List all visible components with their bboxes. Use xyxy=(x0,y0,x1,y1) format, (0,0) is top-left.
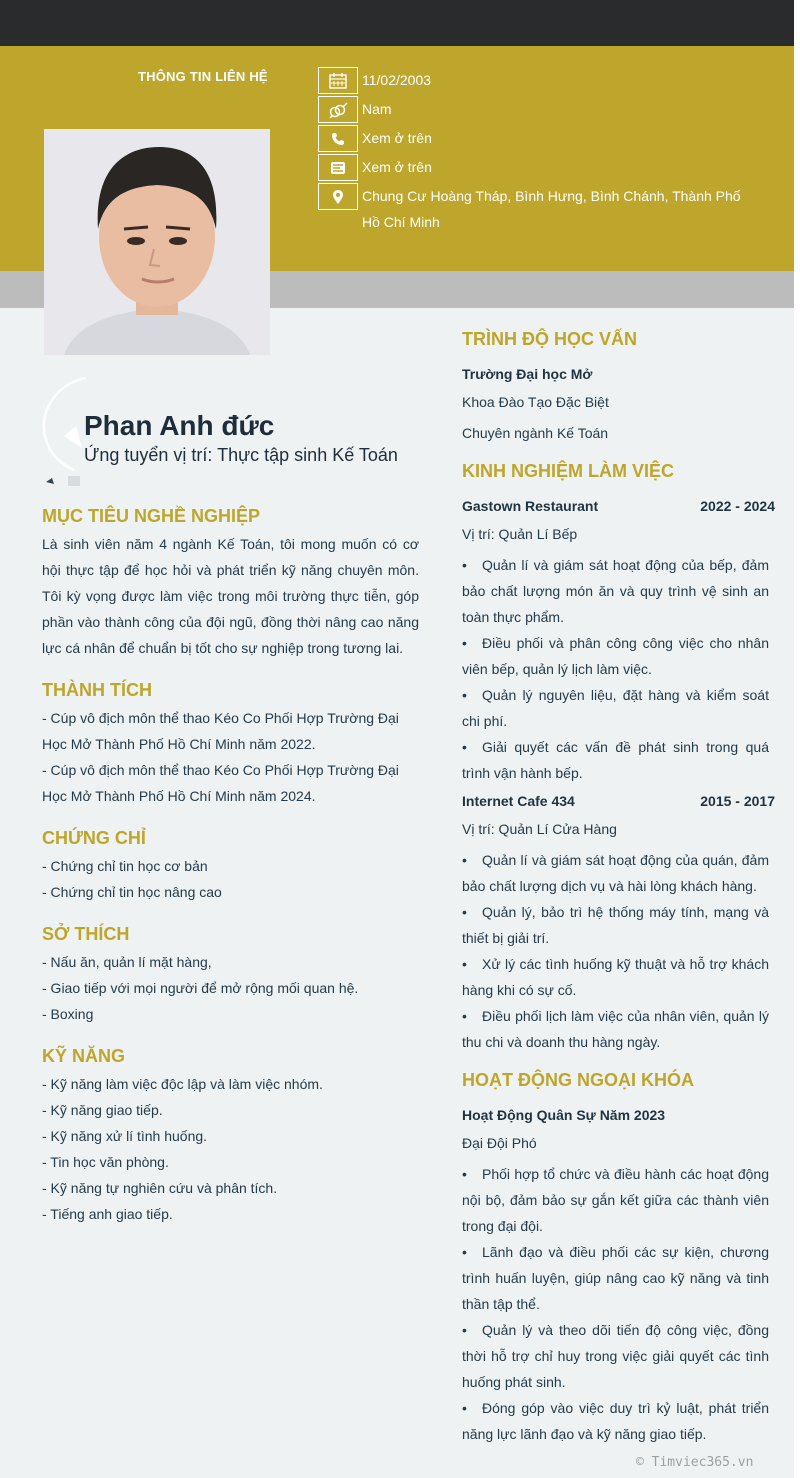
candidate-name: Phan Anh đức xyxy=(84,410,275,441)
list-item: • Quản lí và giám sát hoạt động của quán, đảm bảo chất lượng dịch vụ và hài lòng khách hàng. xyxy=(462,847,769,899)
skill-item: - Kỹ năng giao tiếp. xyxy=(42,1102,163,1118)
skill-item: - Kỹ năng xử lí tình huống. xyxy=(42,1128,208,1144)
applied-position: Ứng tuyển vị trí: Thực tập sinh Kế Toán xyxy=(84,445,398,465)
top-bar xyxy=(0,0,794,46)
job-role: Vị trí: Quản Lí Cửa Hàng xyxy=(462,821,617,837)
school-name: Trường Đại học Mở xyxy=(462,366,593,382)
job-role: Vị trí: Quản Lí Bếp xyxy=(462,526,578,542)
list-item: • Đóng góp vào việc duy trì kỷ luật, phát triển năng lực lãnh đạo và kỹ năng giao tiếp. xyxy=(462,1395,769,1447)
contact-gender xyxy=(318,96,752,123)
skill-item: - Kỹ năng làm việc độc lập và làm việc nhóm. xyxy=(42,1076,323,1092)
list-item: • Phối hợp tổ chức và điều hành các hoạt động nội bộ, đảm bảo sự gắn kết giữa các thành viên trong đại đội. xyxy=(462,1161,769,1239)
email-icon xyxy=(318,154,358,181)
page-edge xyxy=(794,0,800,1478)
activities-title: HOẠT ĐỘNG NGOẠI KHÓA xyxy=(462,1070,694,1090)
list-item: • Quản lý và theo dõi tiến độ công việc, đồng thời hỗ trợ chỉ huy trong việc giải quyết các tình huống phát sinh. xyxy=(462,1317,769,1395)
list-item: • Giải quyết các vấn đề phát sinh trong quá trình vận hành bếp. xyxy=(462,734,769,786)
skills-title: KỸ NĂNG xyxy=(42,1046,126,1066)
job-company: Gastown Restaurant xyxy=(462,498,599,514)
certificate-item: - Chứng chỉ tin học nâng cao xyxy=(42,884,222,900)
gender-icon xyxy=(318,96,358,123)
hobby-item: - Nấu ăn, quản lí mặt hàng, xyxy=(42,954,212,970)
location-icon xyxy=(318,183,358,210)
contact-birthday xyxy=(318,67,752,94)
major-name: Chuyên ngành Kế Toán xyxy=(462,425,609,441)
job-years: 2015 - 2017 xyxy=(700,793,775,809)
list-item: • Lãnh đạo và điều phối các sự kiện, chương trình huấn luyện, giúp nâng cao kỹ năng và tinh thần tập thể. xyxy=(462,1239,769,1317)
faculty-name: Khoa Đào Tạo Đặc Biệt xyxy=(462,394,609,410)
hobby-item: - Giao tiếp với mọi người để mở rộng mối quan hệ. xyxy=(42,980,359,996)
list-item: • Quản lí và giám sát hoạt động của bếp, đảm bảo chất lượng món ăn và quy trình vệ sinh an toàn thực phẩm. xyxy=(462,552,769,630)
address-text: Chung Cư Hoàng Tháp, Bình Hưng, Bình Chánh, Thành Phố Hồ Chí Minh xyxy=(362,188,741,230)
contact-title: THÔNG TIN LIÊN HỆ xyxy=(138,69,268,84)
list-item: • Xử lý các tình huống kỹ thuật và hỗ trợ khách hàng khi có sự cố. xyxy=(462,951,769,1003)
phone-icon xyxy=(318,125,358,152)
achievements-title: THÀNH TÍCH xyxy=(42,680,152,700)
objective-text: Là sinh viên năm 4 ngành Kế Toán, tôi mong muốn có cơ hội thực tập để học hỏi và phát triển kỹ năng chuyên môn. Tôi kỳ vọng được làm việc trong môi trường thực tiễn, góp phần vào thành công của đội ngũ, đồng thời nâng cao năng lực cá nhân để chuẩn bị tốt cho sự nghiệp trong tương lai. xyxy=(42,536,419,656)
watermark: © Timviec365.vn xyxy=(636,1455,754,1470)
list-item: • Điều phối lịch làm việc của nhân viên, quản lý thu chi và doanh thu hàng ngày. xyxy=(462,1003,769,1055)
skill-item: - Tin học văn phòng. xyxy=(42,1154,169,1170)
gender-text: Nam xyxy=(362,101,392,117)
contact-email xyxy=(318,154,752,181)
certificates-title: CHỨNG CHỈ xyxy=(42,828,146,848)
skill-item: - Tiếng anh giao tiếp. xyxy=(42,1206,173,1222)
experience-title: KINH NGHIỆM LÀM VIỆC xyxy=(462,461,675,481)
certificate-item: - Chứng chỉ tin học cơ bản xyxy=(42,858,208,874)
activity-duties xyxy=(462,1161,769,1447)
activity-role: Đại Đội Phó xyxy=(462,1135,537,1151)
hobby-item: - Boxing xyxy=(42,1006,94,1022)
email-text: Xem ở trên xyxy=(362,159,432,175)
achievement-item: - Cúp vô địch môn thể thao Kéo Co Phối Hợp Trường Đại Học Mở Thành Phố Hồ Chí Minh năm 2024. xyxy=(42,762,399,804)
education-title: TRÌNH ĐỘ HỌC VẤN xyxy=(462,329,637,349)
job-years: 2022 - 2024 xyxy=(700,498,775,514)
calendar-icon xyxy=(318,67,358,94)
list-item: • Quản lý, bảo trì hệ thống máy tính, mạng và thiết bị giải trí. xyxy=(462,899,769,951)
objective-title: MỤC TIÊU NGHỀ NGHIỆP xyxy=(42,506,261,526)
list-item: • Quản lý nguyên liệu, đặt hàng và kiểm soát chi phí. xyxy=(462,682,769,734)
contact-address xyxy=(318,183,752,235)
skill-item: - Kỹ năng tự nghiên cứu và phân tích. xyxy=(42,1180,278,1196)
hobbies-title: SỞ THÍCH xyxy=(42,924,130,944)
birthday-text: 11/02/2003 xyxy=(362,72,432,88)
list-item: • Điều phối và phân công công việc cho nhân viên bếp, quản lý lịch làm việc. xyxy=(462,630,769,682)
job-company: Internet Cafe 434 xyxy=(462,793,575,809)
contact-phone xyxy=(318,125,752,152)
activity-name: Hoạt Động Quân Sự Năm 2023 xyxy=(462,1107,666,1123)
profile-photo xyxy=(44,129,270,355)
job-duties xyxy=(462,847,769,1055)
achievement-item: - Cúp vô địch môn thể thao Kéo Co Phối Hợp Trường Đại Học Mở Thành Phố Hồ Chí Minh năm 2022. xyxy=(42,710,399,752)
phone-text: Xem ở trên xyxy=(362,130,432,146)
job-duties xyxy=(462,552,769,786)
